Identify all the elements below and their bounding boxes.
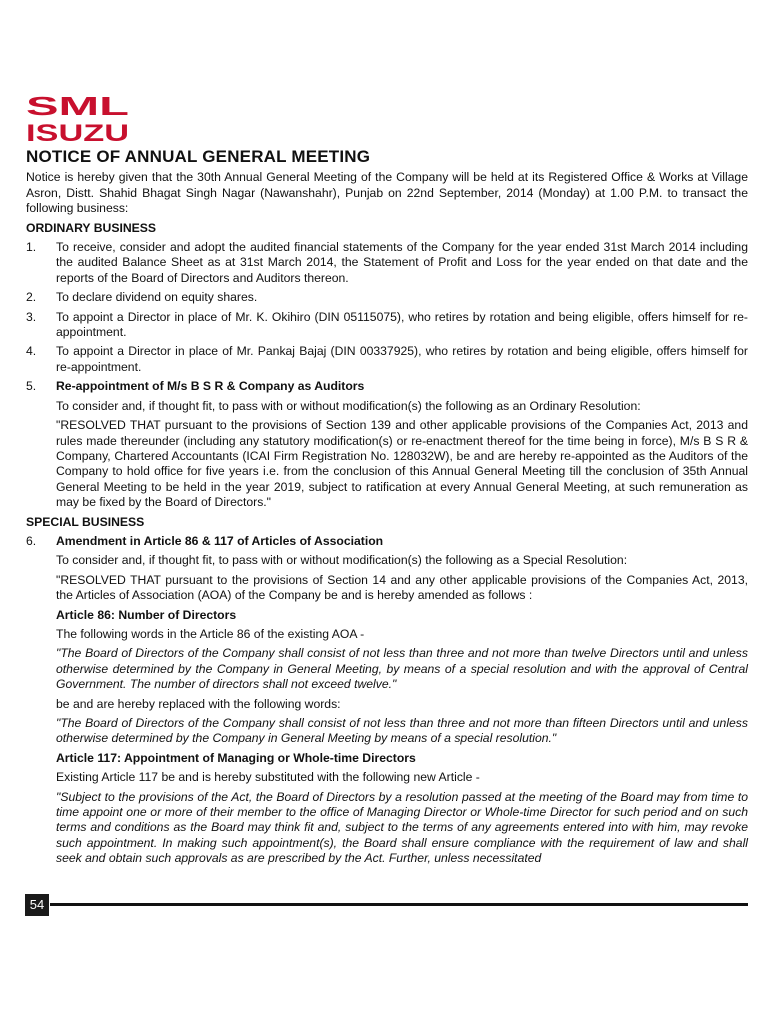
item5-consider: To consider and, if thought fit, to pass with or without modification(s) the following as an Ordinary Resolution: bbox=[56, 398, 641, 413]
article117-title: Article 117: Appointment of Managing or Whole-time Directors bbox=[56, 750, 416, 765]
intro-paragraph: Notice is hereby given that the 30th Annual General Meeting of the Company will be held at its Registered Office & Works at Village Asron, Distt. Shahid Bhagat Singh Nagar (Nawanshahr), Punjab on 22nd September, 2014 (Monday) at 1.00 P.M. to transact the following business: bbox=[26, 170, 748, 216]
logo-line1: SML bbox=[26, 92, 130, 121]
list-item bbox=[26, 344, 748, 375]
item-text: To appoint a Director in place of Mr. K. Okihiro (DIN 05115075), who retires by rotation and being eligible, offers himself for re-appointment. bbox=[56, 309, 748, 340]
item-number: 3. bbox=[26, 309, 37, 324]
sml-isuzu-logo bbox=[26, 92, 130, 144]
page-number: 54 bbox=[25, 894, 49, 916]
ordinary-business-heading: ORDINARY BUSINESS bbox=[26, 220, 157, 235]
list-item bbox=[26, 379, 748, 394]
article86-new-text: "The Board of Directors of the Company shall consist of not less than three and not more than fifteen Directors until and unless otherwise determined by the Company in General Meeting by means of a special resolution." bbox=[56, 716, 748, 746]
footer-divider bbox=[50, 903, 748, 906]
item5-resolution: "RESOLVED THAT pursuant to the provisions of Section 139 and other applicable provisions of the Companies Act, 2013 and rules made thereunder (including any statutory modification(s) or re-enactment thereof for the time being in force), M/s B S R & Company, Chartered Accountants (ICAI Firm Registration No. 128032W), be and are hereby re-appointed as the Auditors of the Company to hold office for five years i.e. from the conclusion of this Annual General Meeting till the conclusion of 35th Annual General Meeting to be held in the year 2019, subject to ratification at every Annual General Meeting, at such remuneration as may be fixed by the Board of Directors." bbox=[56, 418, 748, 510]
article117-intro: Existing Article 117 be and is hereby substituted with the following new Article - bbox=[56, 770, 480, 785]
item-number: 4. bbox=[26, 344, 37, 359]
article117-new-text: "Subject to the provisions of the Act, the Board of Directors by a resolution passed at the meeting of the Board may from time to time appoint one or more of their member to the office of Managing Director or Whole-time Director for such period and on such terms and conditions as the Board may think fit and, subject to the terms of any agreements entered into with him, may revoke such appointment. In making such appointment(s), the Board shall ensure compliance with the requirement of law and shall seek and obtain such approvals as are prescribed by the Act. Further, unless necessitated bbox=[56, 789, 748, 866]
item-title: Amendment in Article 86 & 117 of Articles of Association bbox=[56, 533, 384, 548]
list-item bbox=[26, 534, 748, 549]
special-business-heading: SPECIAL BUSINESS bbox=[26, 514, 145, 529]
logo-line2: ISUZU bbox=[26, 120, 129, 144]
item6-resolution: "RESOLVED THAT pursuant to the provisions of Section 14 and any other applicable provisions of the Companies Act, 2013, the Articles of Association (AOA) of the Company be and is hereby amended as follows : bbox=[56, 572, 748, 603]
list-item bbox=[26, 310, 748, 341]
item-number: 5. bbox=[26, 379, 37, 394]
page-title: NOTICE OF ANNUAL GENERAL MEETING bbox=[26, 147, 371, 166]
article86-title: Article 86: Number of Directors bbox=[56, 607, 237, 622]
article86-intro: The following words in the Article 86 of the existing AOA - bbox=[56, 626, 365, 641]
item-number: 1. bbox=[26, 240, 37, 255]
item-text: To declare dividend on equity shares. bbox=[56, 290, 258, 305]
item-text: To appoint a Director in place of Mr. Pankaj Bajaj (DIN 00337925), who retires by rotation and being eligible, offers himself for re-appointment. bbox=[56, 344, 748, 374]
article86-old-text: "The Board of Directors of the Company shall consist of not less than three and not more than twelve Directors until and unless otherwise determined by the Company in General Meeting, by means of a special resolution and with the approval of Central Government. The number of directors shall not exceed twelve." bbox=[56, 646, 748, 692]
notice-body bbox=[26, 149, 748, 867]
item6-consider: To consider and, if thought fit, to pass with or without modification(s) the following as a Special Resolution: bbox=[56, 553, 628, 568]
item-number: 2. bbox=[26, 290, 37, 305]
item-number: 6. bbox=[26, 533, 37, 548]
article86-replace: be and are hereby replaced with the following words: bbox=[56, 696, 341, 711]
item-title: Re-appointment of M/s B S R & Company as Auditors bbox=[56, 379, 365, 394]
list-item bbox=[26, 240, 748, 286]
list-item bbox=[26, 290, 748, 305]
item-text: To receive, consider and adopt the audited financial statements of the Company for the year ended 31st March 2014 including the audited Balance Sheet as at 31st March 2014, the Statement of Profit and Loss for the year ended on that date and the reports of the Board of Directors and Auditors thereon. bbox=[56, 240, 748, 285]
